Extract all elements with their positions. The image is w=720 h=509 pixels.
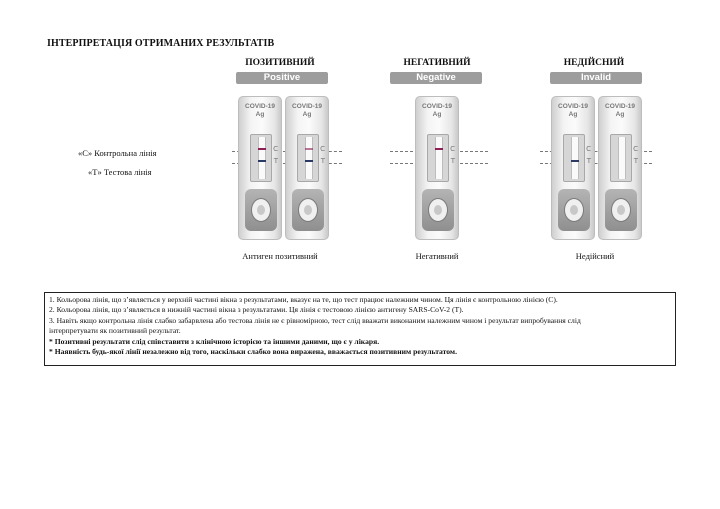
test-cassette-invalid-2 [598, 96, 642, 240]
note-line: інтерпретувати як позитивний результат. [49, 326, 181, 336]
t-mark: T [633, 157, 638, 165]
cassette-name: COVID-19 [558, 103, 588, 110]
cassette-name: COVID-19 [422, 103, 452, 110]
cassette-name: COVID-19 [292, 103, 322, 110]
note-bold-line: * Позитивні результати слід співставити з клінічною історією та іншими даними, що є у лікаря. [49, 336, 380, 346]
notes-box [44, 292, 676, 366]
c-mark: C [633, 145, 638, 153]
note-bold-line: * Наявність будь-якої лінії незалежно від того, наскільки слабко вона виражена, вважається позитивним результатом. [49, 347, 457, 357]
test-cassette-negative [415, 96, 459, 240]
heading-positive: ПОЗИТИВНИЙ [245, 58, 315, 68]
c-mark: C [450, 145, 455, 153]
heading-invalid: НЕДІЙСНИЙ [563, 58, 625, 68]
c-mark: C [273, 145, 278, 153]
result-strip [618, 137, 626, 179]
cassette-sub: Ag [615, 111, 625, 118]
t-mark: T [273, 157, 278, 165]
c-mark: C [586, 145, 591, 153]
sample-well [245, 189, 277, 231]
result-strip [571, 137, 579, 179]
control-line [305, 148, 313, 150]
result-window [563, 134, 591, 182]
heading-negative: НЕГАТИВНИЙ [403, 58, 471, 68]
test-line [571, 160, 579, 162]
sample-well [605, 189, 637, 231]
cassette-sub: Ag [432, 111, 442, 118]
test-line-label: «T» Тестова лінія [88, 167, 152, 177]
badge-negative: Negative [390, 72, 482, 84]
badge-invalid: Invalid [550, 72, 642, 84]
sample-well [292, 189, 324, 231]
t-mark: T [320, 157, 325, 165]
test-cassette-positive-2 [285, 96, 329, 240]
sample-well [422, 189, 454, 231]
badge-positive: Positive [236, 72, 328, 84]
test-cassette-invalid-1 [551, 96, 595, 240]
result-strip [305, 137, 313, 179]
note-line: 3. Навіть якщо контрольна лінія слабко забарвлена або тестова лінія не є рівномірною, тест слід вважати виконаним належним чином і результат випробування слід [49, 315, 581, 325]
c-mark: C [320, 145, 325, 153]
result-window [610, 134, 638, 182]
cassette-sub: Ag [255, 111, 265, 118]
result-window [297, 134, 325, 182]
control-line-label: «C» Контрольна лінія [78, 148, 157, 158]
result-strip [258, 137, 266, 179]
test-line [258, 160, 266, 162]
note-line: 1. Кольорова лінія, що з’являється у верхній частині вікна з результатами, вказує на те, що тест працює належним чином. Ця лінія є контрольною лінією (C). [49, 295, 558, 304]
t-mark: T [586, 157, 591, 165]
cassette-sub: Ag [568, 111, 578, 118]
result-strip [435, 137, 443, 179]
page-title: ІНТЕРПРЕТАЦІЯ ОТРИМАНИХ РЕЗУЛЬТАТІВ [47, 38, 275, 49]
sample-well [558, 189, 590, 231]
test-line [305, 160, 313, 162]
cassette-sub: Ag [302, 111, 312, 118]
test-cassette-positive-1 [238, 96, 282, 240]
t-mark: T [450, 157, 455, 165]
control-line [258, 148, 266, 150]
result-window [427, 134, 455, 182]
control-line [435, 148, 443, 150]
result-window [250, 134, 278, 182]
caption-negative: Негативний [415, 251, 459, 261]
caption-positive: Антиген позитивний [242, 251, 318, 261]
note-line: 2. Кольорова лінія, що з’являється в нижній частині вікна з результатами. Ця лінія є тестовою лінією антигену SARS-CoV-2 (T). [49, 305, 464, 315]
cassette-name: COVID-19 [245, 103, 275, 110]
caption-invalid: Недійсний [575, 251, 615, 261]
cassette-name: COVID-19 [605, 103, 635, 110]
